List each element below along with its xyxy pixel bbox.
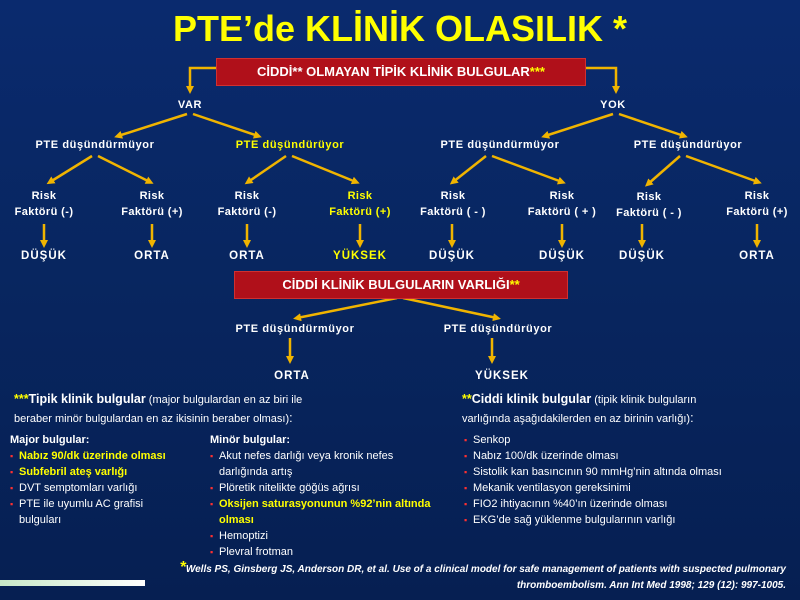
risk-line1: Risk: [31, 190, 57, 202]
risk-factor-node: [320, 188, 400, 220]
risk-line1: Risk: [549, 190, 575, 202]
list-item: ▪ Sistolik kan basıncının 90 mmHg’nin altında olması: [464, 464, 794, 480]
major-heading: Major bulgular:: [10, 434, 90, 446]
note-text: (tipik klinik bulguların: [591, 394, 697, 406]
note-text: varlığında aşağıdakilerden en az birinin varlığı): [462, 413, 691, 425]
serious-findings-box: [234, 271, 568, 299]
risk-line2: Faktörü ( - ): [616, 207, 682, 219]
result-low: DÜŞÜK: [619, 250, 665, 262]
list-item: ▪ Nabız 100/dk üzerinde olması: [464, 448, 794, 464]
list-item: ▪ PTE ile uyumlu AC grafisi bulguları: [10, 496, 185, 528]
reference-citation: [100, 560, 786, 594]
branch-var: VAR: [177, 99, 203, 111]
risk-line2: Faktörü ( + ): [527, 206, 597, 218]
var-suggestive: PTE düşündürüyor: [235, 139, 345, 151]
list-item: ▪ Oksijen saturasyonunun %92’nin altında olması: [210, 496, 440, 528]
note-text: beraber minör bulgulardan en az ikisinin beraber olması): [14, 413, 290, 425]
list-item: ▪ Hemoptizi: [210, 528, 440, 544]
reference-line2: thromboembolism. Ann Int Med 1998; 129 (12): 997-1005.: [516, 580, 786, 591]
risk-factor-node: [112, 188, 192, 220]
note-colon: :: [690, 411, 694, 425]
risk-factor-node: [717, 188, 797, 220]
reference-star: *: [179, 559, 186, 576]
note-stars: ***: [14, 392, 29, 406]
risk-factor-node: [207, 188, 287, 220]
result-low: DÜŞÜK: [539, 250, 585, 262]
result-mid: ORTA: [134, 250, 170, 262]
risk-line1: Risk: [440, 190, 466, 202]
box2-stars: **: [509, 277, 520, 292]
risk-factor-node: [517, 188, 607, 220]
risk-line1: Risk: [234, 190, 260, 202]
result-high: YÜKSEK: [475, 370, 529, 382]
box1-text: CİDDİ** OLMAYAN TİPİK KLİNİK BULGULAR: [257, 64, 530, 79]
reference-line1: Wells PS, Ginsberg JS, Anderson DR, et al. Use of a clinical model for safe management of patients with suspected pulmonary: [185, 564, 786, 575]
var-not-suggestive: PTE düşündürmüyor: [35, 139, 155, 151]
result-low: DÜŞÜK: [21, 250, 67, 262]
list-item: ▪ Mekanik ventilasyon gereksinimi: [464, 480, 794, 496]
page-title: PTE’de KLİNİK OLASILIK *: [172, 8, 628, 49]
box2-text: CİDDİ KLİNİK BULGULARIN VARLIĞI: [282, 277, 510, 292]
major-findings-list: [10, 432, 185, 528]
result-mid: ORTA: [739, 250, 775, 262]
risk-line2: Faktörü ( - ): [420, 206, 486, 218]
list-item: ▪ Subfebril ateş varlığı: [10, 464, 185, 480]
risk-line1: Risk: [139, 190, 165, 202]
result-low: DÜŞÜK: [429, 250, 475, 262]
note-text: (major bulgulardan en az biri ile: [145, 394, 303, 406]
result-mid: ORTA: [229, 250, 265, 262]
branch-yok: YOK: [600, 99, 626, 111]
risk-factor-node: [408, 188, 498, 220]
note-stars: **: [462, 392, 472, 406]
note-bold: Tipik klinik bulgular: [28, 392, 146, 406]
list-item: ▪ Akut nefes darlığı veya kronik nefes darlığında artış: [210, 448, 440, 480]
note-colon: :: [289, 411, 293, 425]
risk-line2: Faktörü (+): [121, 206, 183, 218]
list-item: ▪ Plöretik nitelikte göğüs ağrısı: [210, 480, 440, 496]
serious-not-suggestive: PTE düşündürmüyor: [235, 323, 355, 335]
list-item: ▪ Nabız 90/dk üzerinde olması: [10, 448, 185, 464]
risk-line2: Faktörü (+): [329, 206, 391, 218]
serious-findings-note: [462, 390, 792, 428]
list-item: ▪ FIO2 ihtiyacının %40’ın üzerinde olması: [464, 496, 794, 512]
minor-findings-list: [210, 432, 440, 560]
footer-accent-bar: [0, 580, 145, 586]
risk-line2: Faktörü (+): [726, 206, 788, 218]
risk-factor-node: [4, 188, 84, 220]
risk-line1: Risk: [636, 191, 662, 203]
list-item: ▪ Plevral frotman: [210, 544, 440, 560]
result-high: YÜKSEK: [333, 250, 387, 262]
risk-line1: Risk: [744, 190, 770, 202]
risk-factor-node: [604, 189, 694, 221]
result-mid: ORTA: [274, 370, 310, 382]
risk-line2: Faktörü (-): [14, 206, 74, 218]
box1-stars: ***: [529, 64, 545, 79]
list-item: ▪ Senkop: [464, 432, 794, 448]
list-item: ▪ EKG’de sağ yüklenme bulgularının varlığı: [464, 512, 794, 528]
non-serious-typical-findings-box: [216, 58, 586, 86]
list-item: ▪ DVT semptomları varlığı: [10, 480, 185, 496]
risk-line2: Faktörü (-): [217, 206, 277, 218]
serious-suggestive: PTE düşündürüyor: [443, 323, 553, 335]
risk-line1: Risk: [347, 190, 373, 202]
typical-findings-note: [14, 390, 434, 428]
minor-heading: Minör bulgular:: [210, 434, 291, 446]
yok-suggestive: PTE düşündürüyor: [633, 139, 743, 151]
serious-findings-list: [464, 432, 794, 528]
note-bold: Ciddi klinik bulgular: [471, 392, 592, 406]
yok-not-suggestive: PTE düşündürmüyor: [440, 139, 560, 151]
